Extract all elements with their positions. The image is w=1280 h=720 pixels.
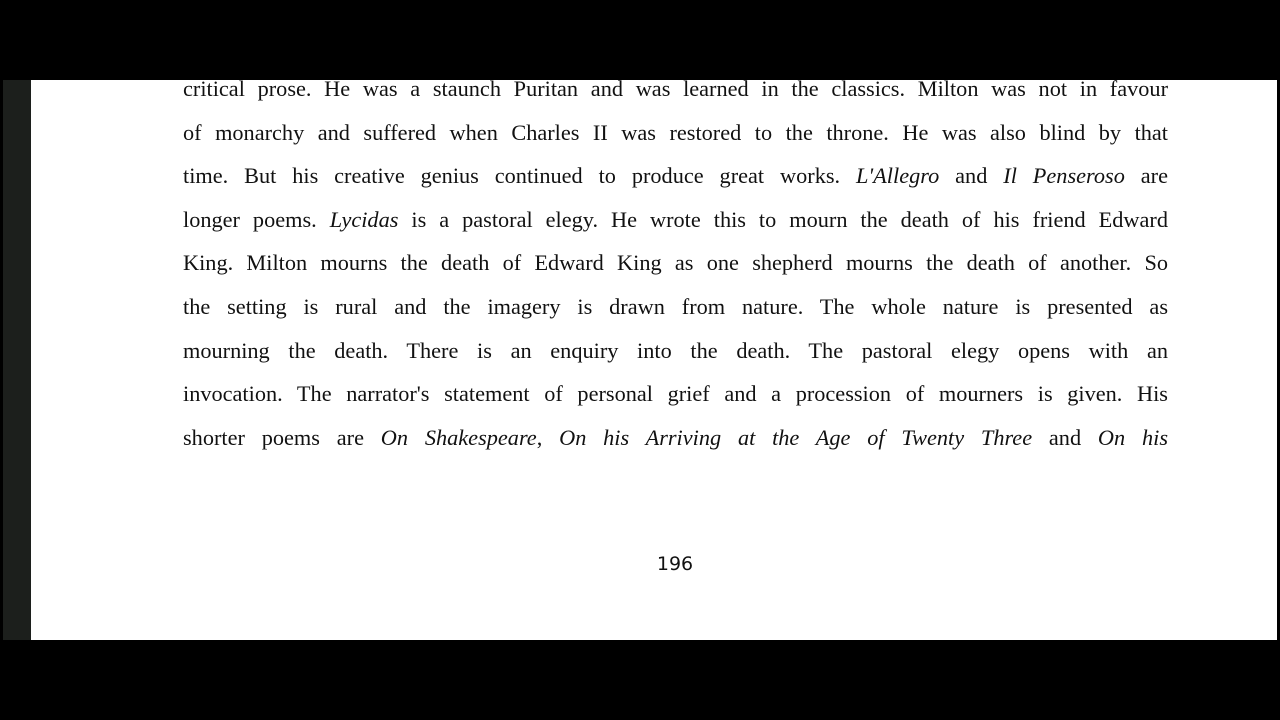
italic-title: L'Allegro [856,163,940,189]
text-segment: and [1032,424,1098,450]
text-segment: of monarchy and suffered when Charles II was restored to the throne. He was also blind by that [183,119,1168,145]
text-segment: and [939,163,1004,189]
text-line [183,372,1168,416]
text-segment: invocation. The narrator's statement of personal grief and a procession of mourners is given. His [183,381,1168,407]
italic-title: On Shakespeare [380,424,537,450]
page-edge-strip [3,80,31,640]
text-line [183,80,1168,111]
page-number: 196 [656,553,694,575]
italic-title: On his Arriving at the Age of Twenty Three [559,424,1033,450]
text-segment: time. But his creative genius continued to produce great works. [183,163,857,189]
italic-title: Il Penseroso [1003,163,1125,189]
document-page [31,80,1277,640]
text-line [183,111,1168,155]
text-segment: mourning the death. There is an enquiry into the death. The pastoral elegy opens with an [183,337,1168,363]
text-line [183,198,1168,242]
text-segment: King. Milton mourns the death of Edward King as one shepherd mourns the death of another. So [183,250,1168,276]
text-segment: shorter poems are [183,424,381,450]
italic-title: Lycidas [329,206,399,232]
text-line [183,285,1168,329]
body-paragraph [183,80,1168,459]
text-segment: are [1124,163,1168,189]
text-line [183,241,1168,285]
text-segment: critical prose. He was a staunch Puritan and was learned in the classics. Milton was not in favour [183,80,1168,101]
text-segment: the setting is rural and the imagery is drawn from nature. The whole nature is presented as [183,293,1168,319]
text-line [183,154,1168,198]
text-line [183,329,1168,373]
italic-title: On his [1097,424,1168,450]
text-segment: , [536,424,560,450]
text-segment: is a pastoral elegy. He wrote this to mourn the death of his friend Edward [398,206,1168,232]
text-line [183,416,1168,460]
text-segment: longer poems. [183,206,330,232]
